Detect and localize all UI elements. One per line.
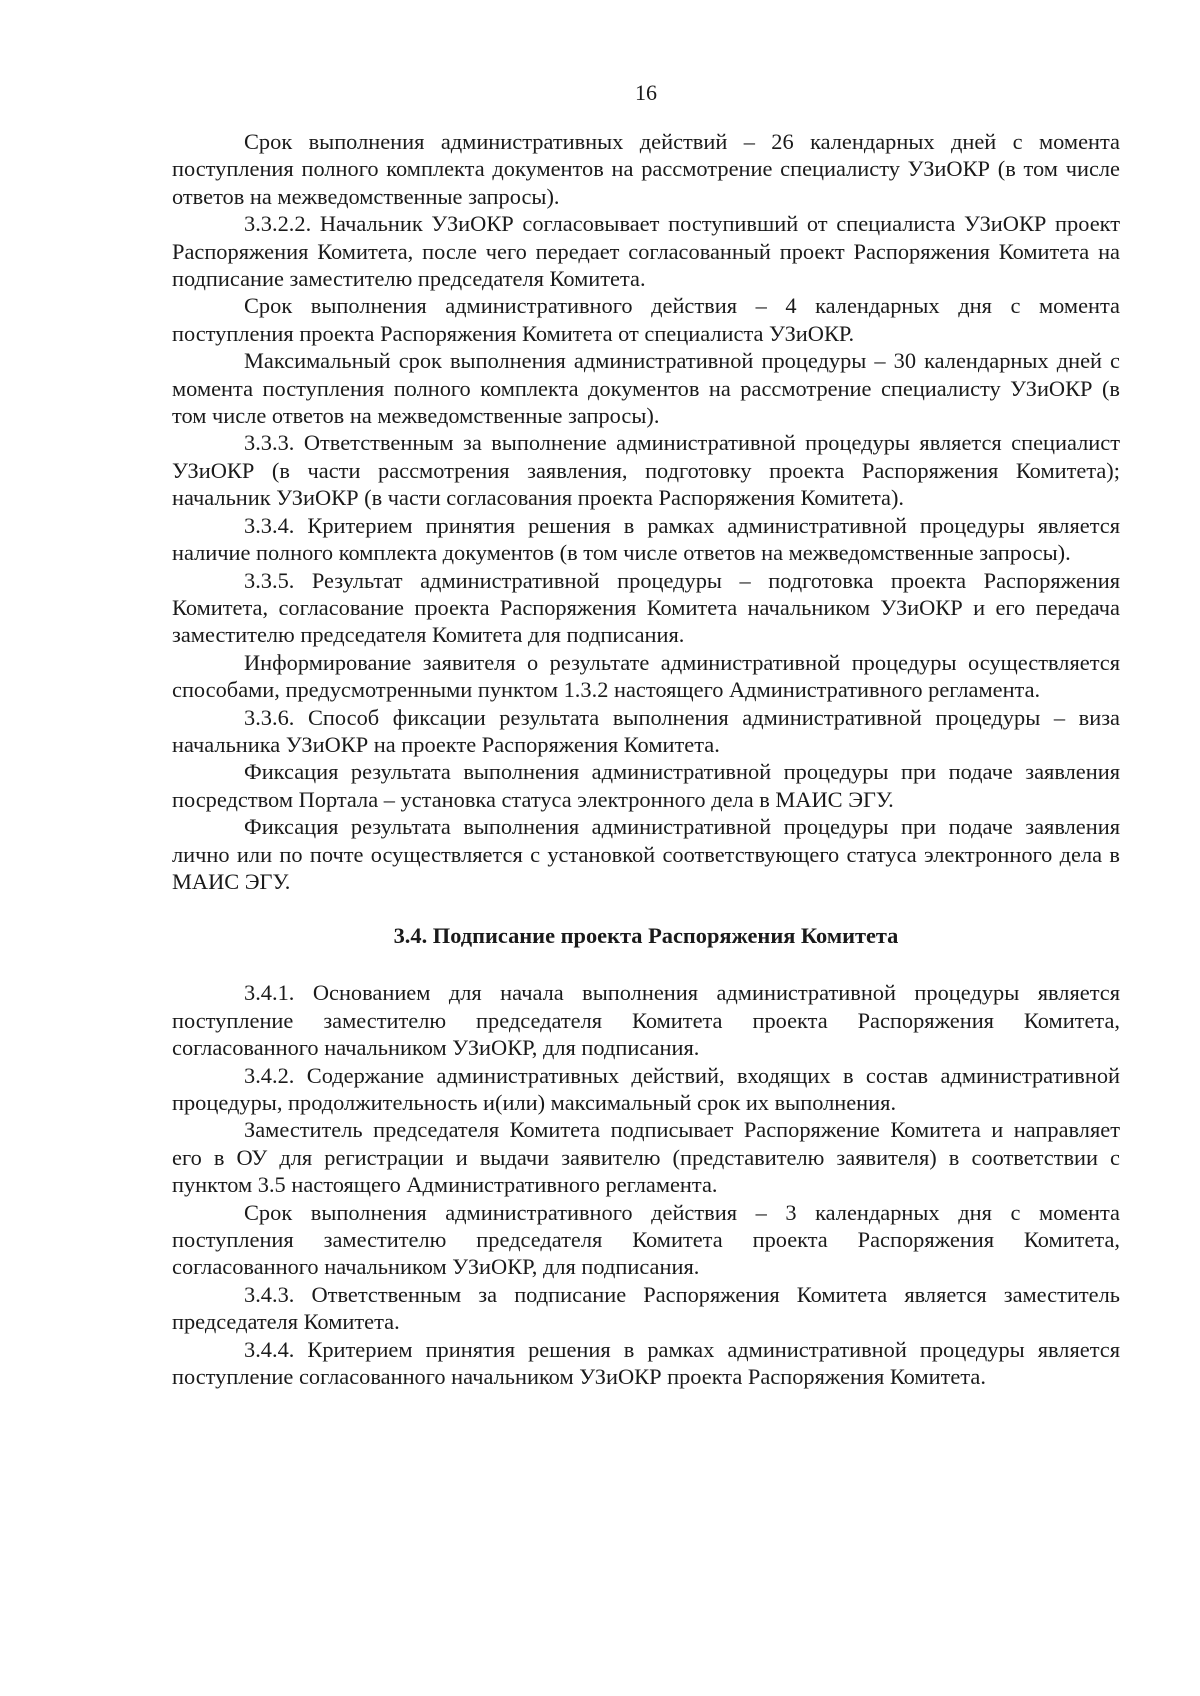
section-heading: 3.4. Подписание проекта Распоряжения Комитета bbox=[393, 923, 899, 949]
paragraph: Срок выполнения административного действия – 4 календарных дня с момента поступления проекта Распоряжения Комитета от специалиста УЗиОКР. bbox=[172, 293, 1120, 346]
page-number: 16 bbox=[635, 80, 657, 105]
paragraph: 3.3.6. Способ фиксации результата выполнения административной процедуры – виза начальника УЗиОКР на проекте Распоряжения Комитета. bbox=[172, 704, 1120, 757]
paragraph: 3.4.4. Критерием принятия решения в рамках административной процедуры является поступление согласованного начальником УЗиОКР проекта Распоряжения Комитета. bbox=[172, 1336, 1120, 1390]
document-page bbox=[172, 70, 1120, 1390]
paragraph: 3.4.1. Основанием для начала выполнения административной процедуры является поступление заместителю председателя Комитета проекта Распоряжения Комитета, согласованного начальником УЗиОКР, для подписания. bbox=[172, 980, 1120, 1061]
paragraph: 3.3.2.2. Начальник УЗиОКР согласовывает поступивший от специалиста УЗиОКР проект Распоряжения Комитета, после чего передает согласованный проект Распоряжения Комитета на подписание заместителю председателя Комитета. bbox=[172, 211, 1120, 292]
paragraph: Срок выполнения административного действия – 3 календарных дня с момента поступления заместителю председателя Комитета проекта Распоряжения Комитета, согласованного начальником УЗиОКР, для подписания. bbox=[172, 1199, 1120, 1280]
paragraph: Максимальный срок выполнения административной процедуры – 30 календарных дней с момента поступления полного комплекта документов на рассмотрение специалисту УЗиОКР (в том числе ответов на межведомственные запросы). bbox=[172, 348, 1120, 429]
paragraph: 3.3.4. Критерием принятия решения в рамках административной процедуры является наличие полного комплекта документов (в том числе ответов на межведомственные запросы). bbox=[172, 512, 1120, 566]
paragraph: 3.3.5. Результат административной процедуры – подготовка проекта Распоряжения Комитета, согласование проекта Распоряжения Комитета начальником УЗиОКР и его передача заместителю председателя Комитета для подписания. bbox=[172, 567, 1120, 648]
paragraph: Информирование заявителя о результате административной процедуры осуществляется способами, предусмотренными пунктом 1.3.2 настоящего Административного регламента. bbox=[172, 649, 1120, 703]
paragraph: Срок выполнения административных действий – 26 календарных дней с момента поступления полного комплекта документов на рассмотрение специалисту УЗиОКР (в том числе ответов на межведомственные запросы). bbox=[172, 129, 1120, 209]
paragraph: 3.4.2. Содержание административных действий, входящих в состав административной процедуры, продолжительность и(или) максимальный срок их выполнения. bbox=[172, 1062, 1120, 1115]
paragraph: Фиксация результата выполнения административной процедуры при подаче заявления посредством Портала – установка статуса электронного дела в МАИС ЭГУ. bbox=[172, 759, 1120, 812]
paragraph: Заместитель председателя Комитета подписывает Распоряжение Комитета и направляет его в ОУ для регистрации и выдачи заявителю (представителю заявителя) в соответствии с пунктом 3.5 настоящего Административного регламента. bbox=[172, 1117, 1120, 1198]
paragraph: 3.3.3. Ответственным за выполнение административной процедуры является специалист УЗиОКР (в части рассмотрения заявления, подготовку проекта Распоряжения Комитета); начальник УЗиОКР (в части согласования проекта Распоряжения Комитета). bbox=[172, 430, 1120, 511]
paragraph: Фиксация результата выполнения административной процедуры при подаче заявления лично или по почте осуществляется с установкой соответствующего статуса электронного дела в МАИС ЭГУ. bbox=[172, 814, 1120, 894]
paragraph: 3.4.3. Ответственным за подписание Распоряжения Комитета является заместитель председателя Комитета. bbox=[172, 1281, 1120, 1335]
